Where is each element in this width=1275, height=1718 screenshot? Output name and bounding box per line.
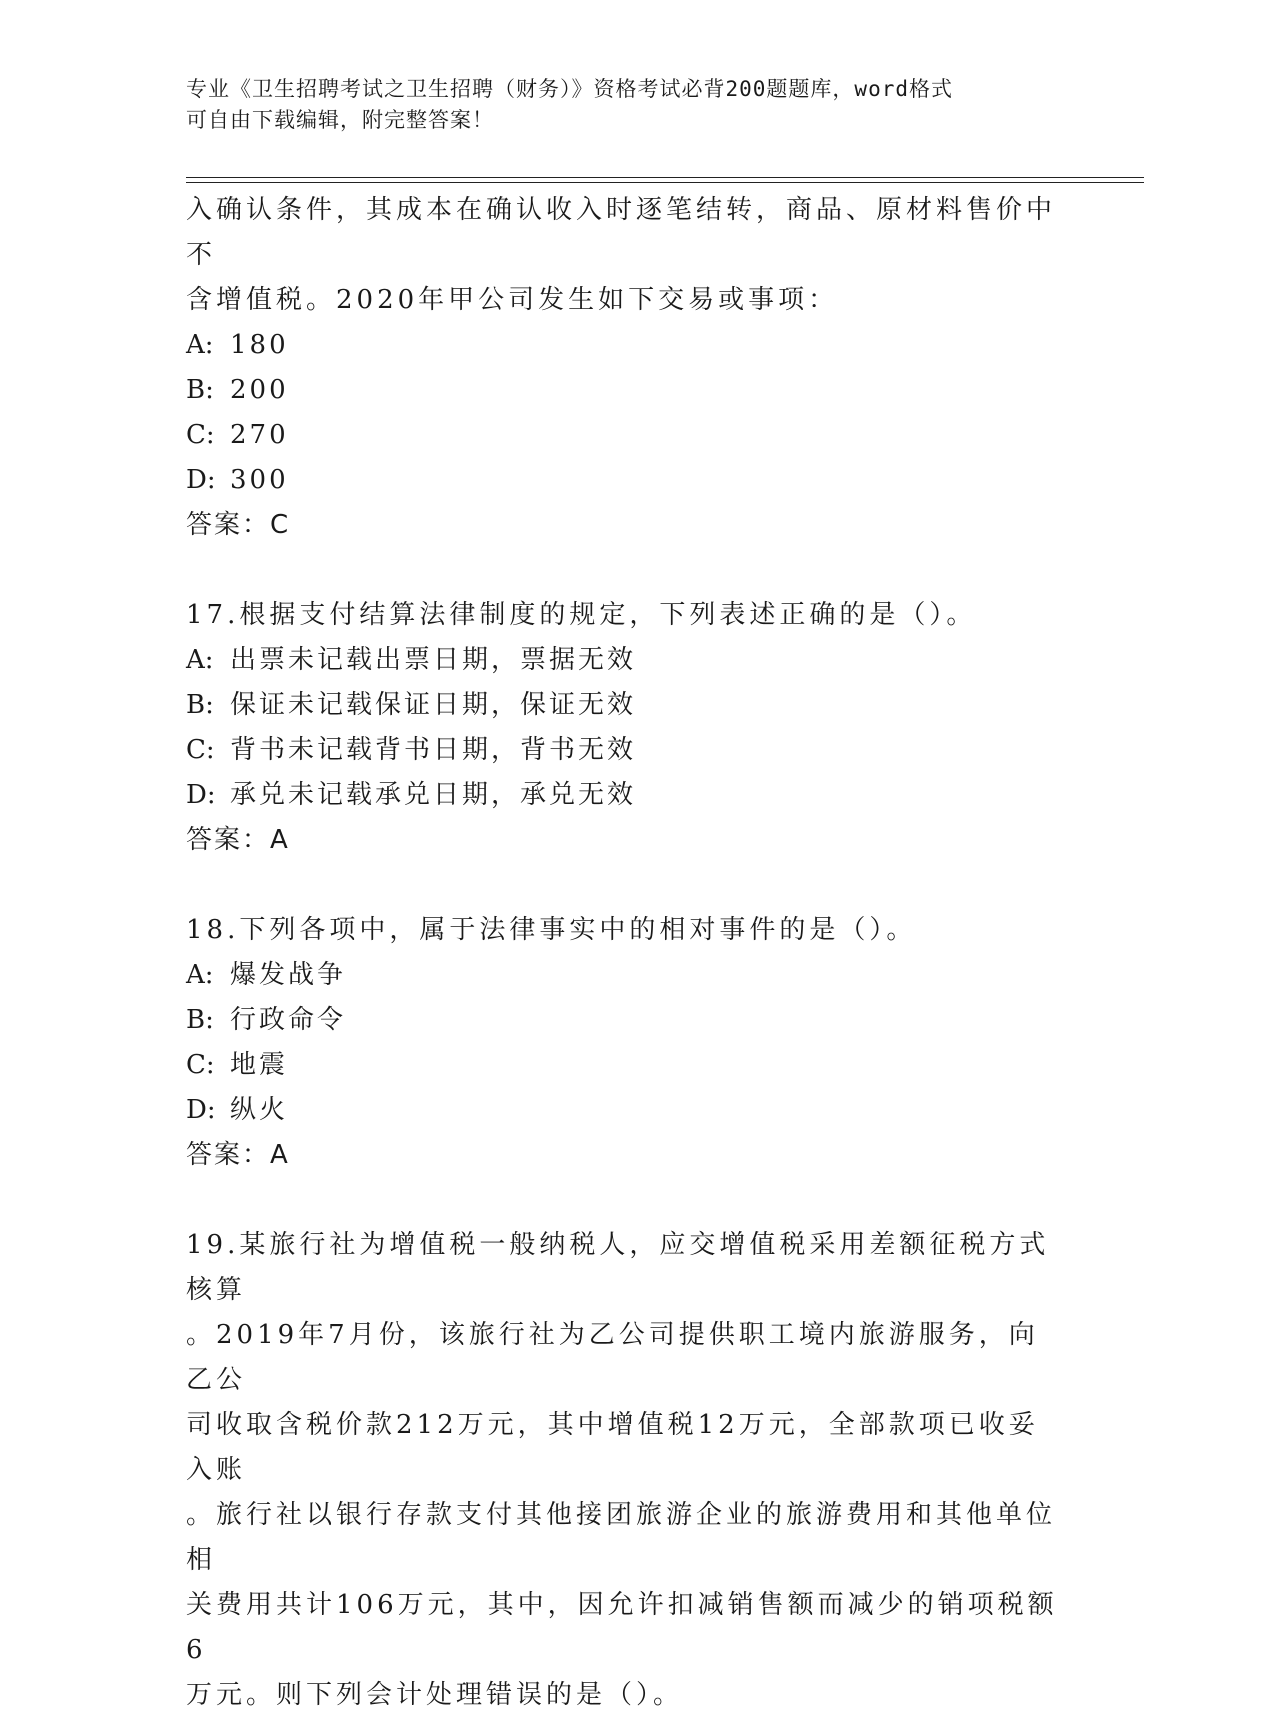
question-18: [186, 908, 1066, 1178]
header-line-1: 专业《卫生招聘考试之卫生招聘（财务）》资格考试必背200题题库，word格式: [186, 77, 953, 101]
header-divider-top: [186, 177, 1144, 178]
answer-line: 答案：A: [186, 1140, 290, 1170]
option-b: B: 200: [186, 375, 289, 405]
answer-line: 答案：A: [186, 825, 290, 855]
option-a: A: 180: [186, 330, 289, 360]
document-header: [186, 74, 1086, 136]
question-text-line: 。旅行社以银行存款支付其他接团旅游企业的旅游费用和其他单位相: [186, 1500, 1057, 1575]
question-text-line: 18.下列各项中，属于法律事实中的相对事件的是（）。: [186, 915, 917, 945]
header-divider-bottom: [186, 182, 1144, 183]
question-17: [186, 593, 1066, 863]
question-text-line: 含增值税。2020年甲公司发生如下交易或事项：: [186, 285, 839, 315]
option-c: C: 地震: [186, 1050, 289, 1080]
question-text-line: 关费用共计106万元，其中，因允许扣减销售额而减少的销项税额6: [186, 1590, 1058, 1665]
option-a: A: 爆发战争: [186, 960, 347, 990]
option-d: D: 承兑未记载承兑日期，承兑无效: [186, 780, 637, 810]
question-text-line: 万元。则下列会计处理错误的是（）。: [186, 1680, 684, 1710]
question-text-line: 。2019年7月份，该旅行社为乙公司提供职工境内旅游服务，向乙公: [186, 1320, 1039, 1395]
question-text-line: 17.根据支付结算法律制度的规定，下列表述正确的是（）。: [186, 600, 977, 630]
question-text-line: 19.某旅行社为增值税一般纳税人，应交增值税采用差额征税方式核算: [186, 1230, 1050, 1305]
document-body: [186, 188, 1066, 1718]
question-19: [186, 1223, 1066, 1718]
option-c: C: 270: [186, 420, 289, 450]
header-line-2: 可自由下载编辑，附完整答案！: [186, 108, 494, 132]
option-a: A: 出票未记载出票日期，票据无效: [186, 645, 637, 675]
option-c: C: 背书未记载背书日期，背书无效: [186, 735, 637, 765]
question-text-line: 司收取含税价款212万元，其中增值税12万元，全部款项已收妥入账: [186, 1410, 1039, 1485]
option-d: D: 纵火: [186, 1095, 289, 1125]
option-d: D: 300: [186, 465, 289, 495]
question-continued: [186, 188, 1066, 548]
option-b: B: 行政命令: [186, 1005, 347, 1035]
question-text-line: 入确认条件，其成本在确认收入时逐笔结转，商品、原材料售价中不: [186, 195, 1057, 270]
answer-line: 答案：C: [186, 510, 291, 540]
option-b: B: 保证未记载保证日期，保证无效: [186, 690, 637, 720]
